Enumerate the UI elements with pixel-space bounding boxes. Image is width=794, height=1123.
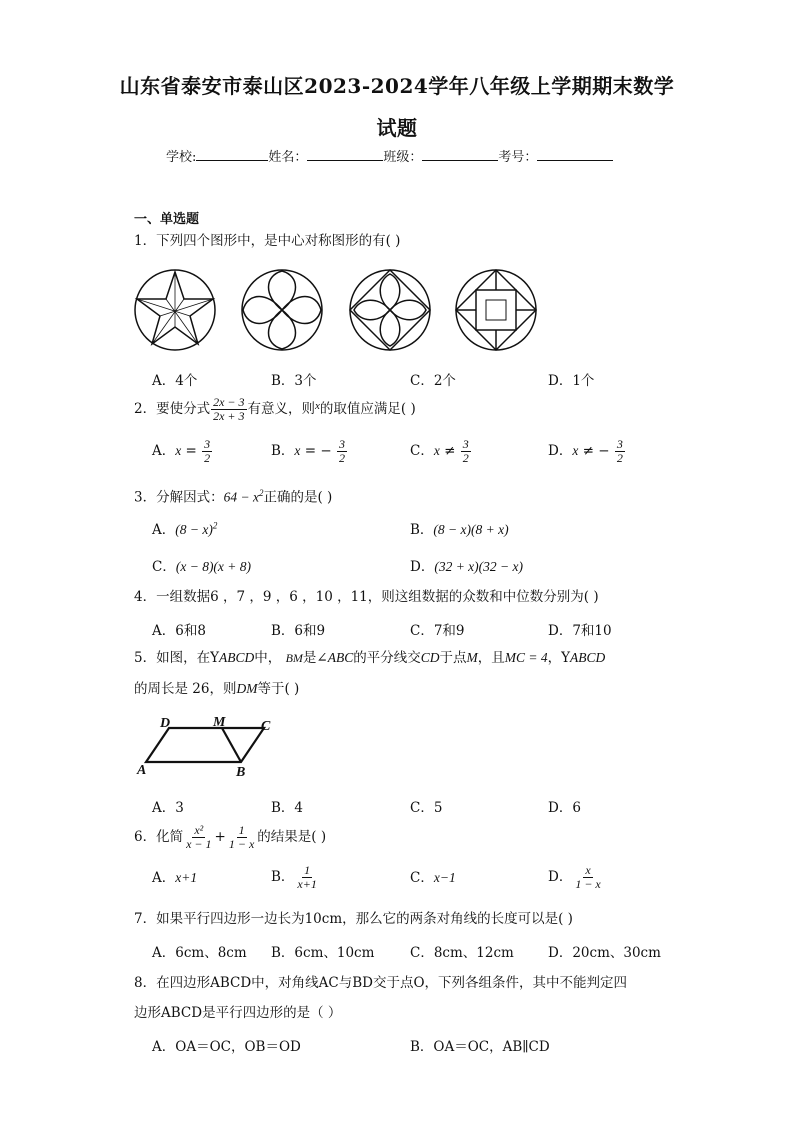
class-label: 班级： bbox=[383, 150, 423, 165]
q5-t1: 5．如图，在Y bbox=[134, 650, 220, 666]
question-8-option-b[interactable]: B．OA＝OC，AB∥CD bbox=[410, 1039, 550, 1055]
question-2-option-c[interactable] bbox=[410, 438, 472, 465]
star-circle-figure bbox=[135, 270, 215, 350]
label-M: M bbox=[213, 715, 226, 730]
four-petal-circle-figure bbox=[242, 270, 322, 350]
question-5-stem-line2 bbox=[134, 680, 299, 698]
question-5-option-a[interactable]: A．3 bbox=[152, 800, 184, 816]
q3-b-label: B． bbox=[410, 522, 434, 538]
q5-mc: MC = 4 bbox=[504, 650, 548, 665]
q6-f1-num: x² bbox=[194, 823, 204, 837]
q6-f1-den: x − 1 bbox=[186, 837, 212, 851]
q6-c-text: x−1 bbox=[433, 870, 456, 885]
q3-d-expr: (32 + x)(32 − x) bbox=[434, 559, 524, 574]
q6-b-label: B． bbox=[271, 869, 295, 885]
q2-prefix: 2．要使分式 bbox=[134, 401, 211, 417]
student-info-line bbox=[166, 146, 613, 165]
question-6-option-c[interactable] bbox=[410, 866, 456, 886]
q2-a-lhs: x bbox=[175, 443, 182, 458]
q5-abcd: ABCD bbox=[219, 650, 255, 665]
q6-d-label: D． bbox=[548, 869, 573, 885]
question-3-option-c[interactable] bbox=[152, 555, 251, 575]
question-5-option-c[interactable]: C．5 bbox=[410, 800, 443, 816]
q5-t2: 中， bbox=[254, 650, 282, 666]
question-6-option-b[interactable] bbox=[271, 864, 320, 891]
question-4-stem: 4．一组数据6 ，7 ，9 ，6 ，10 ，11，则这组数据的众数和中位数分别为( ) bbox=[134, 589, 599, 605]
pinwheel-square-circle-figure bbox=[456, 270, 536, 350]
q5-cd: CD bbox=[420, 650, 440, 665]
label-B: B bbox=[236, 765, 246, 780]
question-4-option-c[interactable]: C．7和9 bbox=[410, 623, 465, 639]
class-blank[interactable] bbox=[422, 146, 498, 161]
id-label: 考号： bbox=[498, 150, 538, 165]
q2-c-op: ≠ bbox=[444, 443, 456, 459]
q2-d-den: 2 bbox=[616, 451, 623, 465]
name-label: 姓名： bbox=[268, 150, 308, 165]
question-3-option-a[interactable] bbox=[152, 518, 217, 538]
question-8-option-a[interactable]: A．OA＝OC，OB＝OD bbox=[152, 1039, 301, 1055]
question-7-option-d[interactable]: D．20cm、30cm bbox=[548, 945, 661, 961]
q5-t6: ，且 bbox=[477, 650, 505, 666]
q2-suffix-a: 有意义，则 bbox=[247, 401, 316, 417]
question-5-option-b[interactable]: B．4 bbox=[271, 800, 304, 816]
question-2-option-b[interactable] bbox=[271, 438, 348, 465]
q6-d-num: x bbox=[585, 863, 591, 877]
q3-exp: 2 bbox=[258, 488, 264, 498]
q5-bm: BM bbox=[285, 651, 303, 665]
question-4-option-a[interactable]: A．6和8 bbox=[152, 623, 206, 639]
page-title-line1: 山东省泰安市泰山区2023-2024学年八年级上学期期末数学 bbox=[119, 74, 675, 98]
q6-prefix: 6．化简 bbox=[134, 829, 184, 845]
name-blank[interactable] bbox=[307, 146, 383, 161]
q6-f2-num: 1 bbox=[238, 823, 245, 837]
q5-t5: 于点 bbox=[439, 650, 467, 666]
id-blank[interactable] bbox=[537, 146, 613, 161]
q2-d-label: D． bbox=[548, 443, 573, 459]
question-5-stem-line1 bbox=[134, 649, 605, 667]
question-2-option-d[interactable] bbox=[548, 438, 626, 465]
question-8-stem-line1: 8．在四边形ABCD中，对角线AC与BD交于点O，下列各组条件，其中不能判定四 bbox=[134, 975, 628, 991]
section-title: 一、单选题 bbox=[134, 212, 200, 227]
label-C: C bbox=[261, 719, 271, 734]
question-7-option-c[interactable]: C．8cm、12cm bbox=[410, 945, 514, 961]
q5-t3: 是 bbox=[302, 650, 317, 666]
question-8-stem-line2: 边形ABCD是平行四边形的是（ ） bbox=[134, 1005, 342, 1021]
q2-frac-den: 2x + 3 bbox=[213, 409, 245, 423]
q3-d-label: D． bbox=[410, 559, 435, 575]
question-4-option-b[interactable]: B．6和9 bbox=[271, 623, 326, 639]
q5-t4: 的平分线交 bbox=[353, 650, 421, 666]
q2-a-op: = bbox=[185, 443, 197, 459]
q3-c-label: C． bbox=[152, 559, 176, 575]
q2-a-num: 3 bbox=[204, 437, 211, 451]
question-1-figures bbox=[134, 266, 544, 354]
q2-b-num: 3 bbox=[338, 437, 345, 451]
q6-a-label: A． bbox=[152, 870, 176, 886]
question-2-stem bbox=[134, 396, 416, 423]
question-6-stem bbox=[134, 824, 326, 851]
question-6-option-d[interactable] bbox=[548, 864, 604, 891]
q3-c-expr: (x − 8)(x + 8) bbox=[175, 559, 252, 574]
q6-d-den: 1 − x bbox=[575, 877, 601, 891]
q2-d-num: 3 bbox=[616, 437, 623, 451]
q2-suffix-b: 的取值应满足( ) bbox=[319, 401, 416, 417]
q2-b-den: 2 bbox=[338, 451, 345, 465]
q5-t7: ，Y bbox=[547, 650, 571, 666]
label-A: A bbox=[137, 763, 147, 778]
q6-b-num: 1 bbox=[304, 863, 311, 877]
q5-m: M bbox=[466, 650, 478, 665]
q5-t9: 等于( ) bbox=[257, 681, 300, 697]
q5-dm: DM bbox=[236, 681, 258, 696]
q2-c-den: 2 bbox=[462, 451, 469, 465]
q2-d-lhs: x bbox=[572, 443, 579, 458]
question-3-option-d[interactable] bbox=[410, 555, 523, 575]
question-1-stem: 1．下列四个图形中，是中心对称图形的有( ) bbox=[134, 233, 401, 249]
question-1-option-d[interactable]: D．1个 bbox=[548, 373, 595, 389]
q5-abcd2: ABCD bbox=[570, 650, 606, 665]
school-label: 学校: bbox=[166, 150, 197, 165]
page-title-line2: 试题 bbox=[376, 116, 418, 140]
label-D: D bbox=[160, 716, 171, 731]
q2-b-lhs: x bbox=[294, 443, 301, 458]
question-1-option-a[interactable]: A．4个 bbox=[152, 373, 198, 389]
petal-square-circle-figure bbox=[350, 270, 430, 350]
q2-c-num: 3 bbox=[462, 437, 469, 451]
q6-f2-den: 1 − x bbox=[228, 837, 255, 851]
question-1-option-c[interactable]: C．2个 bbox=[410, 373, 456, 389]
q2-b-op: = − bbox=[304, 443, 332, 459]
q2-c-label: C． bbox=[410, 443, 434, 459]
q2-a-label: A． bbox=[152, 443, 176, 459]
q2-a-den: 2 bbox=[204, 451, 211, 465]
question-1-option-b[interactable]: B．3个 bbox=[271, 373, 317, 389]
question-5-option-d[interactable]: D．6 bbox=[548, 800, 581, 816]
question-3-stem bbox=[134, 484, 332, 507]
q3-expr: 64 − x bbox=[223, 489, 259, 505]
question-7-stem: 7．如果平行四边形一边长为10cm，那么它的两条对角线的长度可以是( ) bbox=[134, 911, 573, 927]
q5-t8: 的周长是 26，则 bbox=[134, 681, 237, 697]
question-5-figure bbox=[134, 710, 284, 780]
question-4-option-d[interactable]: D．7和10 bbox=[548, 623, 612, 639]
q2-fraction bbox=[211, 396, 246, 423]
question-2-option-a[interactable] bbox=[152, 438, 213, 465]
q6-plus: + bbox=[214, 829, 226, 845]
q3-b-expr: (8 − x)(8 + x) bbox=[433, 522, 509, 537]
q3-suffix: 正确的是( ) bbox=[263, 489, 333, 506]
question-7-option-b[interactable]: B．6cm、10cm bbox=[271, 945, 375, 961]
q2-c-lhs: x bbox=[433, 443, 440, 458]
q2-d-op: ≠ − bbox=[582, 443, 610, 459]
q6-c-label: C． bbox=[410, 870, 434, 886]
q3-a-sup: 2 bbox=[212, 520, 218, 531]
q2-var: x bbox=[315, 400, 320, 412]
question-7-option-a[interactable]: A．6cm、8cm bbox=[152, 945, 247, 961]
q3-a-expr: (8 − x) bbox=[175, 522, 213, 537]
question-3-option-b[interactable] bbox=[410, 518, 509, 538]
q2-frac-num: 2x − 3 bbox=[213, 395, 245, 409]
q3-a-label: A． bbox=[152, 522, 176, 538]
school-blank[interactable] bbox=[196, 146, 268, 161]
q6-b-den: x+1 bbox=[297, 877, 317, 891]
q5-angle: ∠ABC bbox=[316, 650, 354, 665]
q2-b-label: B． bbox=[271, 443, 295, 459]
q6-a-text: x+1 bbox=[175, 870, 198, 885]
question-6-option-a[interactable] bbox=[152, 866, 197, 886]
q6-suffix: 的结果是( ) bbox=[257, 829, 327, 845]
q3-prefix: 3．分解因式： bbox=[134, 489, 224, 506]
